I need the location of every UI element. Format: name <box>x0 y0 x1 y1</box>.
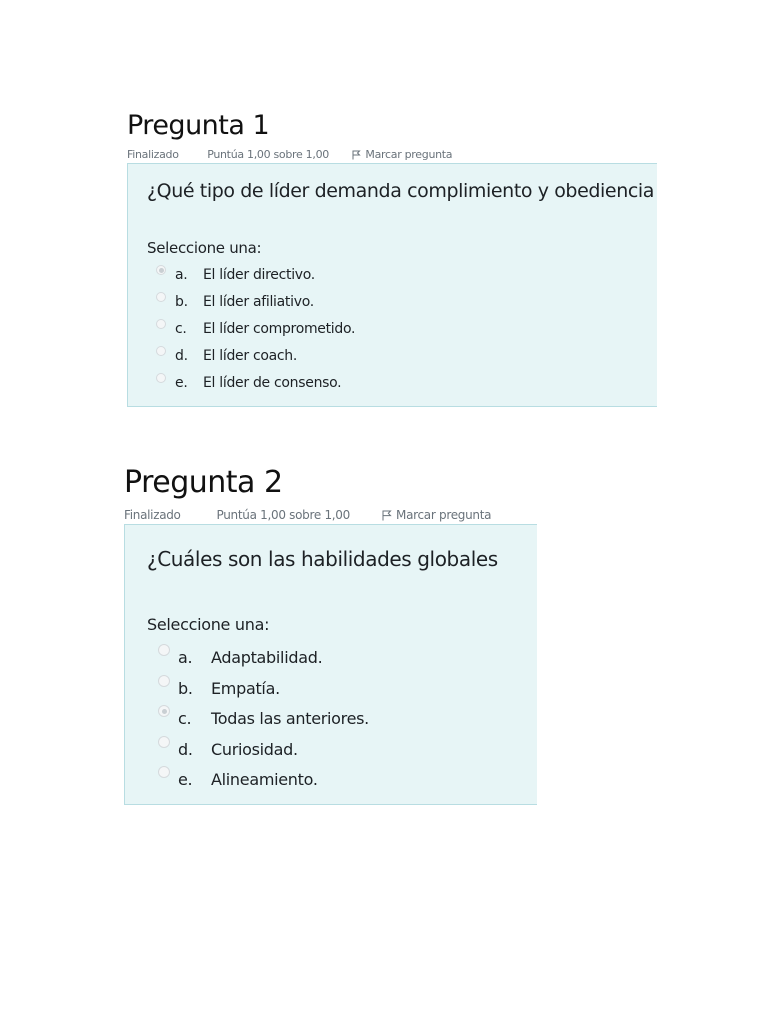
flag-question-label: Marcar pregunta <box>396 508 492 522</box>
answer-text: Curiosidad. <box>211 739 298 759</box>
radio-button[interactable] <box>158 736 170 748</box>
answer-text: El líder de consenso. <box>203 375 342 391</box>
question-title: Pregunta 2 <box>124 465 283 500</box>
answer-letter: d. <box>175 348 188 364</box>
question-status: Finalizado <box>127 148 179 161</box>
question-status: Finalizado <box>124 508 181 522</box>
answer-letter: a. <box>175 267 188 283</box>
flag-icon <box>382 510 392 521</box>
answer-text: El líder afiliativo. <box>203 294 314 310</box>
radio-button[interactable] <box>156 265 166 275</box>
question-content <box>124 524 537 805</box>
answer-letter: a. <box>178 648 193 667</box>
question-title: Pregunta 1 <box>127 110 270 141</box>
flag-question-link[interactable] <box>382 508 491 522</box>
question-content <box>127 163 657 407</box>
answer-text: Empatía. <box>211 678 280 698</box>
answer-text: Todas las anteriores. <box>211 709 369 728</box>
answer-letter: c. <box>178 709 192 728</box>
flag-question-link[interactable] <box>352 148 452 161</box>
question-score: Puntúa 1,00 sobre 1,00 <box>207 148 329 161</box>
question-text: ¿Cuáles son las habilidades globales <box>147 547 498 571</box>
answer-text: El líder coach. <box>203 348 298 364</box>
radio-button[interactable] <box>158 766 170 778</box>
answer-letter: b. <box>175 294 188 310</box>
answer-text: Alineamiento. <box>211 770 318 789</box>
answer-letter: b. <box>178 678 193 698</box>
question-info <box>124 508 491 522</box>
answer-text: El líder directivo. <box>203 267 315 283</box>
question-score: Puntúa 1,00 sobre 1,00 <box>216 508 350 522</box>
answer-text: El líder comprometido. <box>203 321 356 337</box>
answer-letter: e. <box>178 770 193 789</box>
question-info <box>127 148 452 161</box>
answer-letter: e. <box>175 375 188 391</box>
radio-button[interactable] <box>156 346 166 356</box>
radio-button[interactable] <box>156 292 166 302</box>
question-text: ¿Qué tipo de líder demanda complimiento y obediencia <box>147 180 655 202</box>
answer-text: Adaptabilidad. <box>211 648 323 667</box>
radio-button[interactable] <box>156 319 166 329</box>
radio-button[interactable] <box>158 644 170 656</box>
radio-button[interactable] <box>158 705 170 717</box>
answer-prompt: Seleccione una: <box>147 239 262 257</box>
answer-prompt: Seleccione una: <box>147 615 270 634</box>
radio-button[interactable] <box>156 373 166 383</box>
flag-icon <box>352 150 361 160</box>
radio-button[interactable] <box>158 675 170 687</box>
flag-question-label: Marcar pregunta <box>365 148 453 161</box>
answer-letter: d. <box>178 739 193 759</box>
answer-letter: c. <box>175 321 187 337</box>
